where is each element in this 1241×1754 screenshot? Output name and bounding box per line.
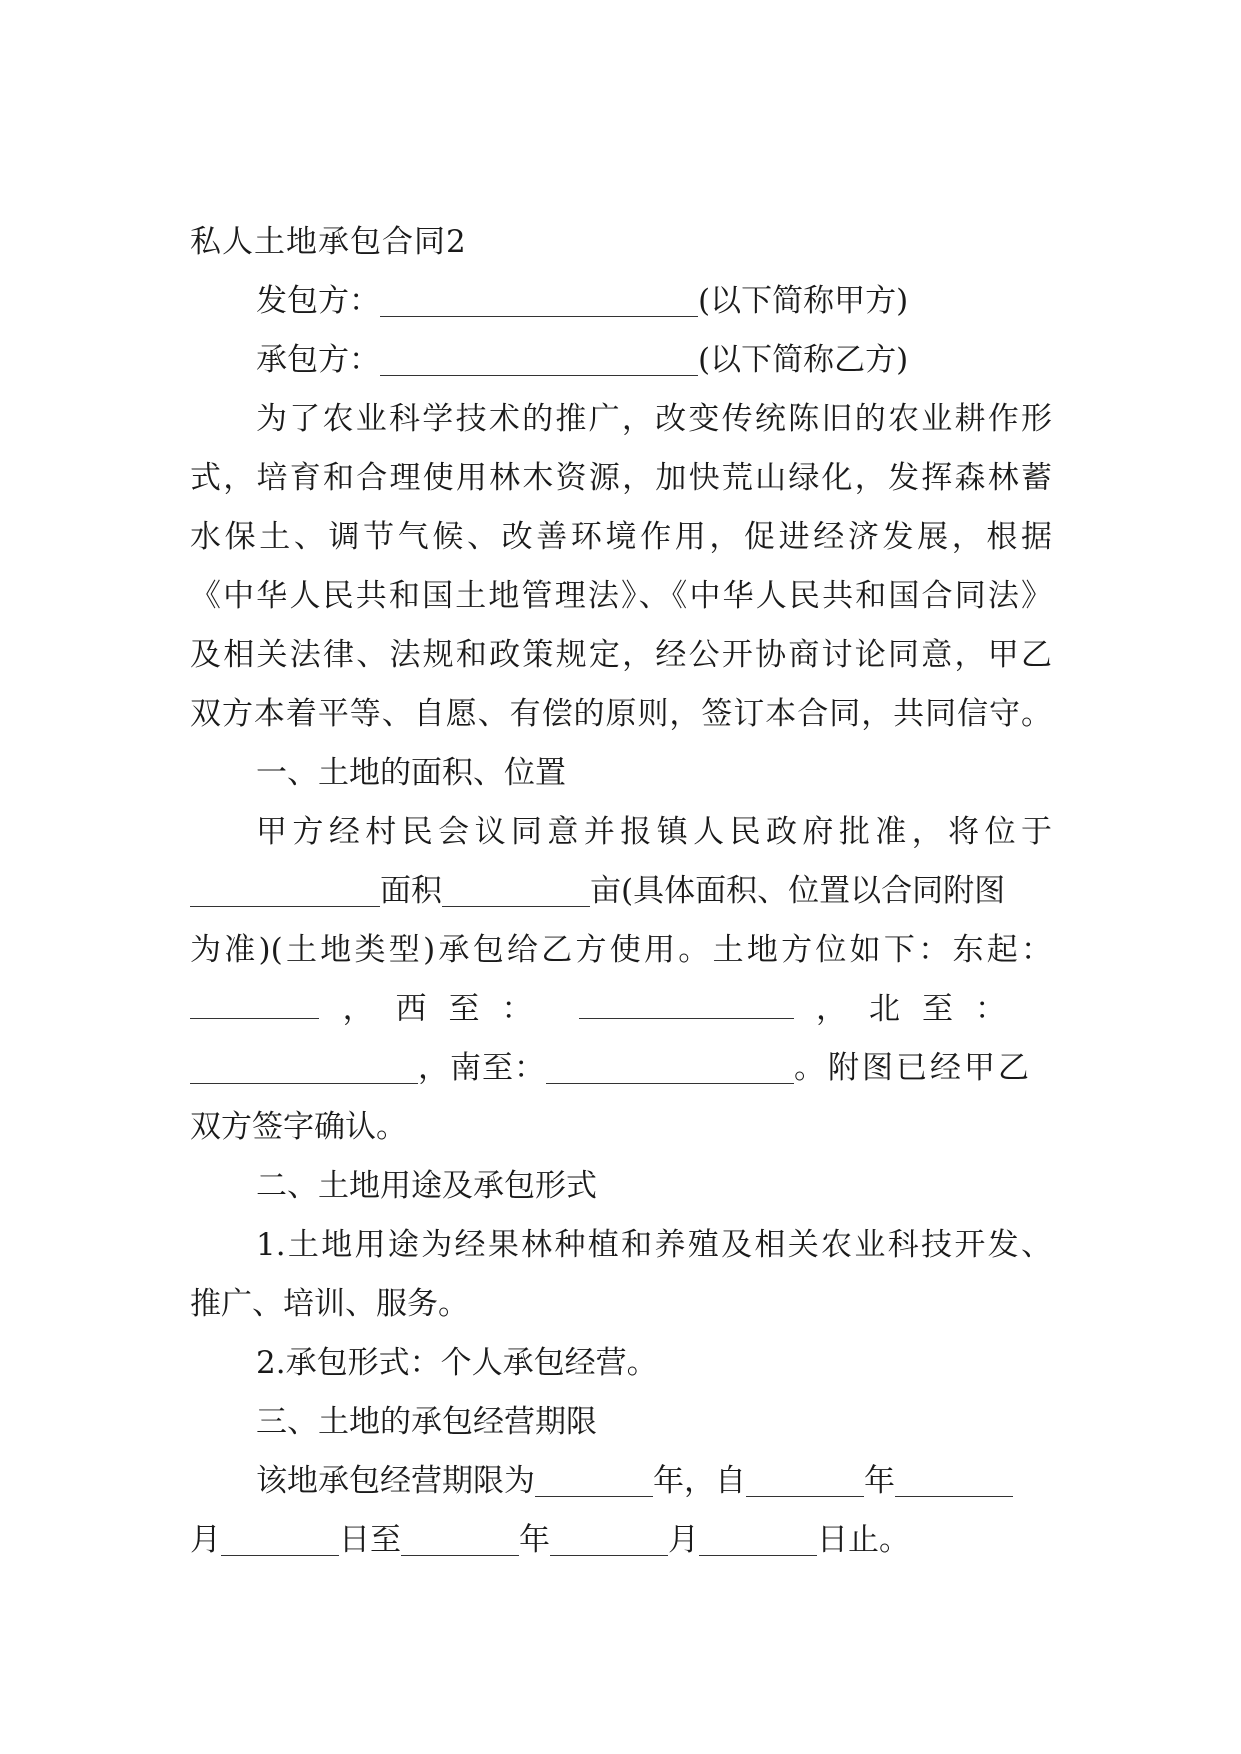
term-years-blank[interactable] xyxy=(535,1462,653,1497)
section2-item1-line2: 推广、培训、服务。 xyxy=(190,1286,469,1322)
west-label xyxy=(319,980,579,1039)
start-month-blank[interactable] xyxy=(895,1462,1013,1497)
preamble-line-6: 双方本着平等、自愿、有偿的原则，签订本合同，共同信守。 xyxy=(190,696,1052,732)
west-blank[interactable] xyxy=(579,984,794,1019)
east-blank[interactable] xyxy=(190,984,319,1019)
party-b-blank[interactable] xyxy=(380,341,698,376)
west-label-text: ，西至： xyxy=(342,991,555,1027)
preamble-line-5: 及相关法律、法规和政策规定，经公开协商讨论同意，甲乙 xyxy=(190,637,1052,673)
area-blank[interactable] xyxy=(442,872,590,907)
start-day-blank[interactable] xyxy=(221,1521,339,1556)
north-blank[interactable] xyxy=(190,1049,418,1084)
end-year-blank[interactable] xyxy=(401,1521,519,1556)
party-b-label: 承包方： xyxy=(256,342,380,378)
start-year-label: 年 xyxy=(864,1463,895,1499)
section1-line-4 xyxy=(190,980,1052,1039)
party-a-label: 发包方： xyxy=(256,283,380,319)
section3-heading: 三、土地的承包经营期限 xyxy=(256,1404,597,1440)
section1-line-6: 双方签字确认。 xyxy=(190,1109,407,1145)
location-blank[interactable] xyxy=(190,872,380,907)
section1-line-3: 为准)(土地类型)承包给乙方使用。土地方位如下：东起： xyxy=(190,932,1052,968)
term-prefix: 该地承包经营期限为 xyxy=(256,1463,535,1499)
end-day-blank[interactable] xyxy=(699,1521,817,1556)
section2-item1-line1: 1.土地用途为经果林种植和养殖及相关农业科技开发、 xyxy=(256,1227,1052,1263)
start-month-label: 月 xyxy=(190,1522,221,1558)
area-unit-text: 亩(具体面积、位置以合同附图 xyxy=(590,873,1006,909)
south-label: ，南至： xyxy=(418,1050,546,1086)
party-a-line xyxy=(190,272,1052,331)
document-title: 私人土地承包合同2 xyxy=(190,224,467,260)
section1-line-2 xyxy=(190,862,1052,921)
end-month-label: 月 xyxy=(668,1522,699,1558)
section3-line-1 xyxy=(190,1452,1052,1511)
section1-line-5 xyxy=(190,1039,1052,1098)
section1-line-1: 甲方经村民会议同意并报镇人民政府批准，将位于 xyxy=(256,814,1052,850)
end-month-blank[interactable] xyxy=(550,1521,668,1556)
preamble-line-2: 式，培育和合理使用林木资源，加快荒山绿化，发挥森林蓄 xyxy=(190,460,1052,496)
document-body xyxy=(190,213,1052,1570)
section1-heading: 一、土地的面积、位置 xyxy=(256,755,566,791)
party-a-blank[interactable] xyxy=(380,282,698,317)
section2-heading: 二、土地用途及承包形式 xyxy=(256,1168,597,1204)
year-from-text: 年，自 xyxy=(653,1463,746,1499)
end-year-label: 年 xyxy=(519,1522,550,1558)
day-to-text: 日至 xyxy=(339,1522,401,1558)
party-a-suffix: (以下简称甲方) xyxy=(698,283,909,319)
section3-line-2 xyxy=(190,1511,1052,1570)
end-text: 日止。 xyxy=(817,1522,910,1558)
north-label: ，北至： xyxy=(816,991,1028,1027)
preamble-line-1: 为了农业科学技术的推广，改变传统陈旧的农业耕作形 xyxy=(256,401,1052,437)
preamble-line-4: 《中华人民共和国土地管理法》、《中华人民共和国合同法》 xyxy=(190,578,1052,614)
start-year-blank[interactable] xyxy=(746,1462,864,1497)
preamble-line-3: 水保土、调节气候、改善环境作用，促进经济发展，根据 xyxy=(190,519,1052,555)
party-b-suffix: (以下简称乙方) xyxy=(698,342,909,378)
section2-item2: 2.承包形式：个人承包经营。 xyxy=(256,1345,658,1381)
party-b-line xyxy=(190,331,1052,390)
south-after: 。附图已经甲乙 xyxy=(794,1050,1032,1086)
south-blank[interactable] xyxy=(546,1049,794,1084)
area-label: 面积 xyxy=(380,873,442,909)
